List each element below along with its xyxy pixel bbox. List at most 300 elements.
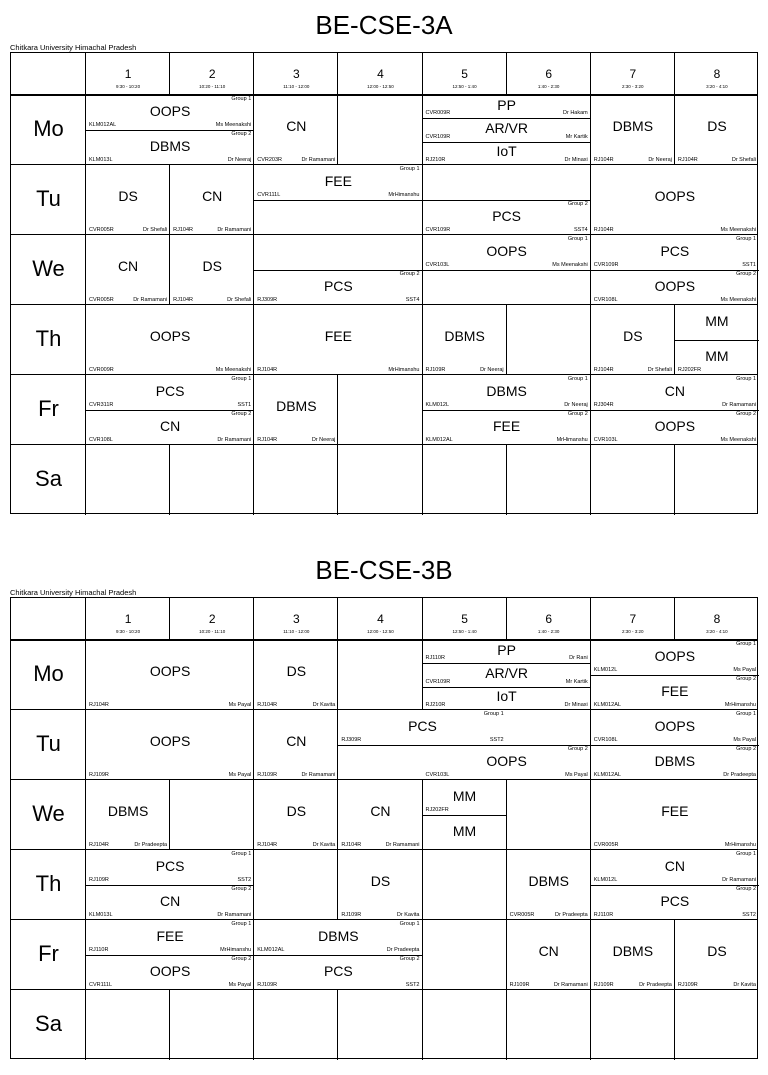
- university-name: Chitkara University Himachal Pradesh: [10, 43, 137, 52]
- subject-name: DS: [286, 663, 307, 679]
- teacher-name: Dr Rani: [569, 655, 588, 662]
- cell-divider: [337, 990, 338, 1060]
- cell-divider: [590, 445, 591, 515]
- subject-name: CN: [117, 258, 139, 274]
- period-number: 1: [124, 67, 132, 81]
- subject-name: FEE: [156, 927, 184, 944]
- teacher-name: Dr Ramamani: [553, 982, 588, 988]
- class-cell[interactable]: [86, 640, 254, 710]
- cell-divider: [169, 990, 170, 1060]
- class-cell[interactable]: [86, 955, 254, 990]
- class-cell[interactable]: [254, 640, 338, 710]
- room-code: RJ202FR: [425, 807, 449, 813]
- room-code: CVR203R: [257, 157, 283, 163]
- subject-name: FEE: [324, 172, 352, 189]
- room-code: RJ210R: [425, 156, 446, 163]
- class-cell[interactable]: [254, 305, 422, 375]
- room-code: RJ109R: [257, 982, 278, 988]
- class-cell[interactable]: [86, 920, 254, 955]
- teacher-name: Ms Payal: [565, 772, 588, 778]
- timetable-sheet: [0, 555, 768, 1075]
- group-label: Group 1: [231, 851, 252, 857]
- subject-name: CN: [664, 857, 685, 874]
- teacher-name: Dr Shefali: [647, 367, 672, 373]
- teacher-name: MrHimanshu: [220, 947, 252, 953]
- teacher-name: MrHimanshu: [388, 192, 420, 198]
- class-cell[interactable]: [591, 165, 759, 235]
- class-cell[interactable]: [423, 410, 591, 445]
- room-code: CVR108L: [593, 297, 618, 303]
- teacher-name: SST1: [742, 262, 756, 268]
- class-cell[interactable]: [675, 95, 759, 165]
- period-number: 6: [545, 612, 553, 626]
- class-cell[interactable]: [86, 885, 254, 920]
- period-time: 1:40 - 2:30: [537, 84, 560, 89]
- class-cell[interactable]: [591, 375, 759, 410]
- class-cell[interactable]: [86, 305, 254, 375]
- group-label: Group 1: [483, 711, 504, 717]
- teacher-name: Dr Ramamani: [133, 297, 168, 303]
- subject-name: DBMS: [276, 398, 317, 414]
- class-cell[interactable]: [591, 920, 675, 990]
- teacher-name: MrHimanshu: [388, 367, 420, 373]
- period-time: 12:00 - 12:50: [367, 84, 394, 89]
- teacher-name: Dr Kavita: [396, 912, 420, 918]
- room-code: RJ104R: [173, 227, 193, 233]
- teacher-name: Dr Minaxi: [564, 156, 588, 163]
- period-number: 2: [208, 67, 216, 81]
- day-label: Th: [35, 326, 62, 351]
- group-label: Group 1: [736, 376, 756, 382]
- class-cell[interactable]: [170, 165, 254, 235]
- teacher-name: Dr Pradeepta: [386, 947, 420, 953]
- subject-name: PCS: [323, 962, 353, 979]
- teacher-name: Dr Ramamani: [217, 227, 252, 233]
- room-code: KLM012L: [593, 877, 618, 883]
- room-code: RJ210R: [425, 701, 446, 708]
- teacher-name: Dr Neeraj: [311, 437, 336, 443]
- period-time: 12:50 - 1:40: [452, 629, 477, 634]
- subject-name: DS: [370, 873, 391, 889]
- teacher-name: SST2: [405, 982, 420, 988]
- timetable-grid: [10, 597, 758, 1059]
- room-code: KLM012AL: [593, 702, 621, 708]
- room-code: RJ109R: [257, 772, 278, 778]
- teacher-name: Dr Ramamani: [301, 772, 336, 778]
- subject-name: OOPS: [149, 328, 191, 344]
- subject-name: PCS: [408, 717, 437, 734]
- subject-name: OOPS: [486, 242, 527, 259]
- group-label: Group 1: [399, 921, 420, 927]
- period-time: 3:20 - 4:10: [706, 629, 728, 634]
- period-number: 3: [292, 612, 300, 626]
- class-cell[interactable]: [591, 780, 759, 850]
- room-code: RJ104R: [257, 702, 278, 708]
- subject-name: IoT: [496, 143, 517, 160]
- class-cell[interactable]: [254, 955, 422, 990]
- teacher-name: Ms Payal: [228, 772, 252, 778]
- room-code: CVR009R: [425, 110, 451, 117]
- room-code: CVR005R: [89, 227, 114, 233]
- subject-name: OOPS: [149, 962, 191, 979]
- group-label: Group 1: [736, 641, 756, 647]
- cell-divider: [337, 445, 338, 515]
- subject-name: DBMS: [486, 382, 527, 399]
- subject-name: OOPS: [486, 752, 527, 769]
- day-label: Tu: [36, 731, 61, 756]
- class-cell[interactable]: [423, 375, 591, 410]
- day-label: Fr: [38, 396, 59, 421]
- class-cell[interactable]: [254, 375, 338, 445]
- timetable-grid: [10, 52, 758, 514]
- group-label: Group 1: [567, 236, 588, 242]
- room-code: CVR108L: [89, 437, 113, 443]
- teacher-name: Dr Shefali: [731, 157, 756, 163]
- teacher-name: Dr Neeraj: [648, 157, 672, 163]
- subject-name: CN: [538, 943, 559, 959]
- teacher-name: Dr Pradeepta: [134, 842, 168, 848]
- period-time: 11:10 - 12:00: [283, 84, 310, 89]
- room-code: RJ104R: [257, 437, 278, 443]
- room-code: RJ104R: [257, 842, 278, 848]
- group-label: Group 1: [231, 921, 252, 927]
- class-cell[interactable]: [591, 885, 759, 920]
- class-cell[interactable]: [591, 745, 759, 780]
- subject-name: PP: [497, 96, 516, 113]
- class-cell[interactable]: [423, 745, 591, 780]
- class-cell[interactable]: [591, 850, 759, 885]
- timetable-title: BE-CSE-3B: [315, 555, 453, 585]
- class-cell[interactable]: [423, 200, 591, 235]
- teacher-name: Ms Meenakshi: [215, 367, 252, 373]
- group-label: Group 1: [231, 376, 252, 382]
- teacher-name: Dr Ramamani: [722, 402, 756, 408]
- subject-name: OOPS: [149, 733, 191, 749]
- class-cell[interactable]: [338, 710, 506, 745]
- room-code: RJ202FR: [677, 367, 702, 373]
- period-number: 6: [545, 67, 553, 81]
- subject-name: FEE: [661, 803, 689, 819]
- subject-name: IoT: [496, 688, 517, 705]
- subject-name: CN: [160, 417, 181, 434]
- class-cell[interactable]: [170, 235, 254, 305]
- day-label: Tu: [36, 186, 61, 211]
- teacher-name: Dr Pradeepta: [723, 772, 756, 778]
- class-cell[interactable]: [423, 95, 591, 118]
- room-code: CVR103L: [425, 262, 450, 268]
- class-cell[interactable]: [86, 235, 170, 305]
- subject-name: PCS: [323, 277, 353, 294]
- room-code: CVR103L: [425, 772, 450, 778]
- cell-divider: [590, 990, 591, 1060]
- class-cell[interactable]: [591, 235, 759, 270]
- class-cell[interactable]: [86, 410, 254, 445]
- class-cell[interactable]: [591, 270, 759, 305]
- period-number: 4: [377, 612, 384, 626]
- teacher-name: Dr Ramamani: [217, 912, 252, 918]
- class-cell[interactable]: [591, 305, 675, 375]
- class-cell[interactable]: [86, 165, 170, 235]
- subject-name: DBMS: [528, 873, 569, 889]
- teacher-name: Ms Meenakshi: [720, 227, 756, 233]
- class-cell[interactable]: [591, 710, 759, 745]
- teacher-name: Dr Neeraj: [564, 402, 588, 408]
- class-cell[interactable]: [86, 710, 254, 780]
- teacher-name: Dr Pradeepta: [555, 912, 588, 918]
- period-time: 9:30 - 10:20: [116, 84, 141, 89]
- period-number: 5: [461, 612, 468, 626]
- room-code: CVR108L: [593, 737, 618, 743]
- class-cell[interactable]: [423, 305, 507, 375]
- class-cell[interactable]: [423, 640, 591, 663]
- room-code: KLM013L: [89, 157, 113, 163]
- class-cell[interactable]: [591, 95, 675, 165]
- subject-name: MM: [452, 787, 477, 804]
- room-code: CVR005R: [593, 842, 619, 848]
- group-label: Group 2: [231, 886, 252, 892]
- teacher-name: Dr Pradeepta: [639, 982, 672, 988]
- subject-name: DBMS: [654, 752, 696, 769]
- class-cell[interactable]: [423, 142, 591, 165]
- room-code: RJ104R: [341, 842, 362, 848]
- teacher-name: SST2: [489, 737, 504, 743]
- subject-name: DS: [623, 328, 643, 344]
- class-cell[interactable]: [338, 850, 422, 920]
- period-time: 12:00 - 12:50: [367, 629, 394, 634]
- group-label: Group 2: [736, 676, 756, 682]
- class-cell[interactable]: [254, 165, 422, 200]
- teacher-name: Ms Meenakshi: [720, 297, 756, 303]
- class-cell[interactable]: [86, 850, 254, 885]
- class-cell[interactable]: [254, 920, 422, 955]
- room-code: CVR005R: [509, 912, 535, 918]
- room-code: KLM012AL: [593, 772, 621, 778]
- period-number: 2: [208, 612, 216, 626]
- teacher-name: Dr Minaxi: [564, 701, 588, 708]
- room-code: RJ110R: [425, 655, 445, 662]
- room-code: CVR109R: [425, 227, 451, 233]
- day-label: Fr: [38, 941, 59, 966]
- class-cell[interactable]: [86, 375, 254, 410]
- teacher-name: SST2: [742, 912, 756, 918]
- room-code: RJ109R: [341, 912, 362, 918]
- period-time: 3:20 - 4:10: [706, 84, 728, 89]
- period-number: 7: [629, 67, 637, 81]
- subject-name: CN: [286, 733, 307, 749]
- room-code: RJ109R: [593, 982, 614, 988]
- group-label: Group 2: [736, 746, 756, 752]
- group-label: Group 2: [231, 956, 252, 962]
- room-code: KLM012L: [593, 667, 618, 673]
- room-code: KLM012AL: [257, 947, 285, 953]
- teacher-name: Dr Shefali: [142, 227, 168, 233]
- subject-name: OOPS: [149, 663, 191, 679]
- class-cell[interactable]: [675, 340, 759, 375]
- cell-divider: [422, 445, 423, 515]
- class-cell[interactable]: [254, 710, 338, 780]
- room-code: CVR109R: [425, 678, 451, 685]
- subject-name: FEE: [661, 682, 689, 699]
- room-code: RJ109R: [509, 982, 530, 988]
- class-cell[interactable]: [86, 95, 254, 130]
- class-cell[interactable]: [254, 270, 422, 305]
- subject-name: PCS: [660, 892, 690, 909]
- subject-name: DBMS: [612, 943, 654, 959]
- room-code: RJ104R: [593, 157, 614, 163]
- day-label: Sa: [35, 1011, 62, 1036]
- room-code: RJ104R: [677, 157, 698, 163]
- room-code: CVR109R: [425, 133, 451, 140]
- period-time: 12:50 - 1:40: [452, 84, 477, 89]
- teacher-name: Dr Kavita: [312, 702, 336, 708]
- class-cell[interactable]: [423, 663, 591, 686]
- teacher-name: Dr Kavita: [312, 842, 336, 848]
- subject-name: MM: [705, 347, 729, 364]
- class-cell[interactable]: [423, 815, 507, 850]
- timetable-sheet: [0, 10, 768, 530]
- group-label: Group 2: [231, 131, 252, 137]
- period-number: 7: [629, 612, 637, 626]
- period-time: 2:30 - 3:20: [622, 629, 644, 634]
- day-label: We: [32, 256, 65, 281]
- teacher-name: Dr Kavita: [733, 982, 756, 988]
- group-label: Group 2: [399, 271, 420, 277]
- room-code: KLM012AL: [425, 437, 453, 443]
- subject-name: PCS: [155, 857, 185, 874]
- class-cell[interactable]: [254, 780, 338, 850]
- class-cell[interactable]: [675, 305, 759, 340]
- class-cell[interactable]: [423, 687, 591, 710]
- subject-name: OOPS: [654, 417, 696, 434]
- class-cell[interactable]: [254, 95, 338, 165]
- subject-name: AR/VR: [485, 664, 529, 681]
- room-code: RJ109R: [89, 772, 109, 778]
- day-label: Mo: [33, 661, 64, 686]
- day-label: Mo: [33, 116, 64, 141]
- room-code: RJ110R: [89, 947, 109, 953]
- teacher-name: Ms Meenakshi: [215, 122, 252, 128]
- room-code: RJ104R: [593, 367, 614, 373]
- subject-name: CN: [202, 188, 223, 204]
- cell-divider: [674, 990, 675, 1060]
- period-time: 2:30 - 3:20: [622, 84, 644, 89]
- class-cell[interactable]: [423, 235, 591, 270]
- day-label: Sa: [35, 466, 62, 491]
- subject-name: DBMS: [612, 118, 654, 134]
- room-code: RJ104R: [89, 842, 109, 848]
- subject-name: DS: [707, 118, 727, 134]
- subject-name: OOPS: [149, 102, 191, 119]
- room-code: RJ104R: [173, 297, 193, 303]
- teacher-name: Ms Payal: [733, 667, 756, 673]
- period-number: 1: [124, 612, 132, 626]
- cell-divider: [253, 990, 254, 1060]
- teacher-name: Dr Neeraj: [227, 157, 252, 163]
- subject-name: OOPS: [654, 277, 696, 294]
- cell-divider: [253, 445, 254, 515]
- room-code: RJ109R: [425, 367, 446, 373]
- group-label: Group 1: [399, 166, 420, 172]
- room-code: KLM013L: [89, 912, 113, 918]
- group-label: Group 1: [736, 236, 756, 242]
- subject-name: CN: [370, 803, 391, 819]
- subject-name: CN: [160, 892, 181, 909]
- subject-name: DBMS: [444, 328, 485, 344]
- period-number: 4: [377, 67, 384, 81]
- day-label: Th: [35, 871, 62, 896]
- group-label: Group 2: [567, 411, 588, 417]
- teacher-name: Ms Payal: [733, 737, 756, 743]
- teacher-name: Dr Ramamani: [301, 157, 336, 163]
- period-time: 10:20 - 11:10: [199, 84, 226, 89]
- subject-name: OOPS: [654, 188, 696, 204]
- subject-name: DBMS: [318, 927, 359, 944]
- period-time: 11:10 - 12:00: [283, 629, 310, 634]
- subject-name: PP: [497, 641, 516, 658]
- room-code: RJ104R: [257, 367, 278, 373]
- teacher-name: Dr Ramamani: [385, 842, 420, 848]
- room-code: CVR311R: [89, 402, 114, 408]
- class-cell[interactable]: [591, 675, 759, 710]
- group-label: Group 1: [736, 711, 756, 717]
- subject-name: CN: [664, 382, 685, 399]
- class-cell[interactable]: [86, 130, 254, 165]
- timetable-title: BE-CSE-3A: [315, 10, 453, 40]
- teacher-name: MrHimanshu: [556, 437, 588, 443]
- teacher-name: Dr Ramamani: [217, 437, 252, 443]
- room-code: RJ309R: [341, 737, 362, 743]
- class-cell[interactable]: [507, 920, 591, 990]
- group-label: Group 2: [567, 201, 588, 207]
- subject-name: MM: [705, 312, 729, 329]
- subject-name: CN: [286, 118, 307, 134]
- group-label: Group 2: [736, 411, 756, 417]
- teacher-name: SST4: [573, 227, 588, 233]
- period-time: 10:20 - 11:10: [199, 629, 226, 634]
- room-code: CVR005R: [89, 297, 114, 303]
- period-time: 9:30 - 10:20: [116, 629, 141, 634]
- period-number: 8: [713, 67, 721, 81]
- class-cell[interactable]: [338, 780, 422, 850]
- room-code: RJ110R: [593, 912, 614, 918]
- group-label: Group 1: [567, 376, 588, 382]
- class-cell[interactable]: [86, 780, 170, 850]
- teacher-name: Ms Payal: [228, 702, 252, 708]
- class-cell[interactable]: [423, 118, 591, 141]
- class-cell[interactable]: [591, 640, 759, 675]
- group-label: Group 2: [567, 746, 588, 752]
- university-name: Chitkara University Himachal Pradesh: [10, 588, 137, 597]
- class-cell[interactable]: [675, 920, 759, 990]
- class-cell[interactable]: [591, 410, 759, 445]
- subject-name: DS: [118, 188, 138, 204]
- subject-name: MM: [452, 822, 477, 839]
- room-code: CVR111L: [257, 192, 281, 198]
- group-label: Group 2: [231, 411, 252, 417]
- room-code: CVR009R: [89, 367, 114, 373]
- teacher-name: Dr Hakam: [562, 110, 588, 117]
- period-number: 3: [292, 67, 300, 81]
- group-label: Group 2: [736, 271, 756, 277]
- room-code: RJ109R: [89, 877, 109, 883]
- cell-divider: [506, 445, 507, 515]
- class-cell[interactable]: [507, 850, 591, 920]
- subject-name: DS: [707, 943, 727, 959]
- class-cell[interactable]: [423, 780, 507, 815]
- subject-name: DS: [286, 803, 307, 819]
- room-code: CVR111L: [89, 982, 113, 988]
- room-code: RJ104R: [593, 227, 614, 233]
